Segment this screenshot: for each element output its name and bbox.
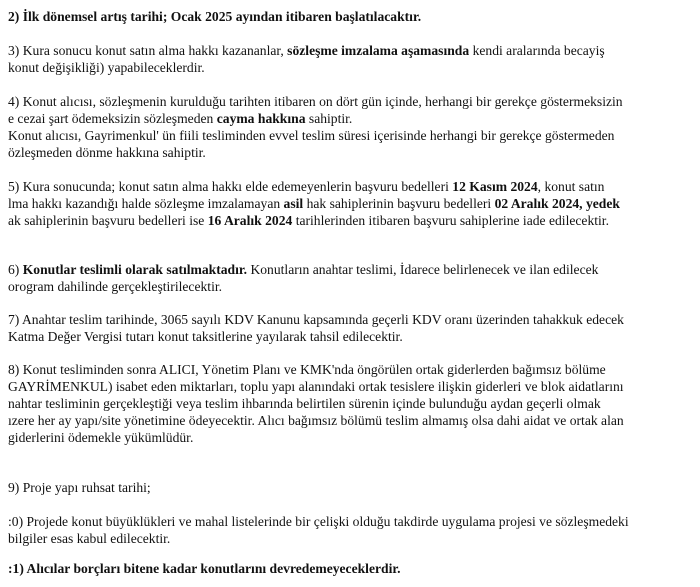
clause-10-line-1: :0) Projede konut büyüklükleri ve mahal listelerinde bir çelişki olduğu takdirde uygulama projesi ve sözleşmedeki [8, 514, 629, 529]
clause-5-text-d: lma hakkı kazandığı halde sözleşme imzalamayan [8, 196, 284, 211]
clause-11 [8, 560, 692, 577]
clause-10 [8, 513, 692, 547]
clause-2-text: 2) İlk dönemsel artış tarihi; Ocak 2025 ayından itibaren başlatılacaktır. [8, 9, 422, 24]
clause-5-text-e: hak sahiplerinin başvuru bedelleri [303, 196, 495, 211]
clause-6-line-2: orogram dahilinde gerçekleştirilecektir. [8, 279, 223, 294]
clause-5-text-g: tarihlerinden itibaren başvuru sahiplerine iade edilecektir. [292, 213, 609, 228]
clause-7-line-1: 7) Anahtar teslim tarihinde, 3065 sayılı KDV Kanunu kapsamında geçerli KDV oranı üzerinden tahakkuk edecek [8, 312, 624, 327]
clause-6-line-1 [8, 261, 692, 278]
clause-5-text-c: , konut satın [537, 179, 605, 194]
clause-4-text-a: e cezai şart ödemeksizin sözleşmeden [8, 111, 217, 126]
clause-5-text-a: 5) Kura sonucunda; konut satın alma hakkı elde edemeyenlerin başvuru bedelleri [8, 179, 453, 194]
clause-3-line-2: konut değişikliği) yapabileceklerdir. [8, 60, 205, 75]
clause-5-date-2: 02 Aralık 2024, yedek [494, 196, 620, 211]
clause-5-text-f: ak sahiplerinin başvuru bedelleri ise [8, 213, 208, 228]
clause-6 [8, 261, 692, 295]
clause-8-line-2: GAYRİMENKUL) isabet eden miktarları, toplu yapı alanındaki ortak tesislere ilişkin giderleri ve blok aidatlarını [8, 379, 624, 394]
clause-4-line-2 [8, 110, 692, 127]
clause-4-line-3: Konut alıcısı, Gayrimenkul' ün fiili tesliminden evvel teslim süresi içerisinde herhangi bir gerekçe göstermeden [8, 128, 615, 143]
clause-4-text-c: sahiptir. [305, 111, 353, 126]
clause-8-line-3: nahtar tesliminin gerçekleştiği veya teslim ihbarında belirtilen sürenin içinde bulunduğu aydan geçerli olmak [8, 396, 601, 411]
clause-3 [8, 42, 692, 76]
clause-4 [8, 93, 692, 161]
clause-9-line-1: 9) Proje yapı ruhsat tarihi; [8, 480, 151, 495]
clause-3-emphasis: sözleşme imzalama aşamasında [287, 43, 470, 58]
clause-5 [8, 178, 692, 229]
clause-5-line-3 [8, 212, 692, 229]
clause-8-line-4: ızere her ay yapı/site yönetimine ödeyecektir. Alıcı bağımsız bölümü teslim almamış olsa dahi aidat ve ortak alan [8, 413, 624, 428]
clause-3-line-1 [8, 42, 692, 59]
clause-2-line-1 [8, 8, 692, 25]
clause-5-line-2 [8, 195, 692, 212]
clause-3-text-c: kendi aralarında becayiş [469, 43, 605, 58]
clause-11-line-1 [8, 560, 692, 577]
clause-5-date-1: 12 Kasım 2024 [452, 179, 538, 194]
clause-7 [8, 311, 692, 345]
clause-4-line-1: 4) Konut alıcısı, sözleşmenin kurulduğu tarihten itibaren on dört gün içinde, herhangi bir gerekçe göstermeksizin [8, 94, 623, 109]
clause-2 [8, 8, 692, 25]
clause-3-text-a: 3) Kura sonucu konut satın alma hakkı kazananlar, [8, 43, 288, 58]
clause-10-line-2: bilgiler esas kabul edilecektir. [8, 531, 171, 546]
clause-8-line-1: 8) Konut tesliminden sonra ALICI, Yönetim Planı ve KMK'nda öngörülen ortak giderlerden bağımsız bölüme [8, 362, 606, 377]
clause-4-line-4: özleşmeden dönme hakkına sahiptir. [8, 145, 206, 160]
clause-4-emphasis: cayma hakkına [216, 111, 306, 126]
clause-9 [8, 479, 692, 496]
clause-11-text: :1) Alıcılar borçları bitene kadar konutlarını devredemeyeceklerdir. [8, 561, 401, 576]
clause-6-text: Konutların anahtar teslimi, İdarece belirlenecek ve ilan edilecek [247, 262, 599, 277]
clause-7-line-2: Katma Değer Vergisi tutarı konut taksitlerine yayılarak tahsil edilecektir. [8, 329, 403, 344]
clause-5-line-1 [8, 178, 692, 195]
clause-6-number: 6) [8, 262, 23, 277]
clause-5-date-3: 16 Aralık 2024 [207, 213, 293, 228]
clause-5-asil: asil [283, 196, 304, 211]
clause-8 [8, 361, 692, 446]
clause-6-emphasis: Konutlar teslimli olarak satılmaktadır. [22, 262, 248, 277]
clause-8-line-5: giderlerini ödemekle yükümlüdür. [8, 430, 194, 445]
